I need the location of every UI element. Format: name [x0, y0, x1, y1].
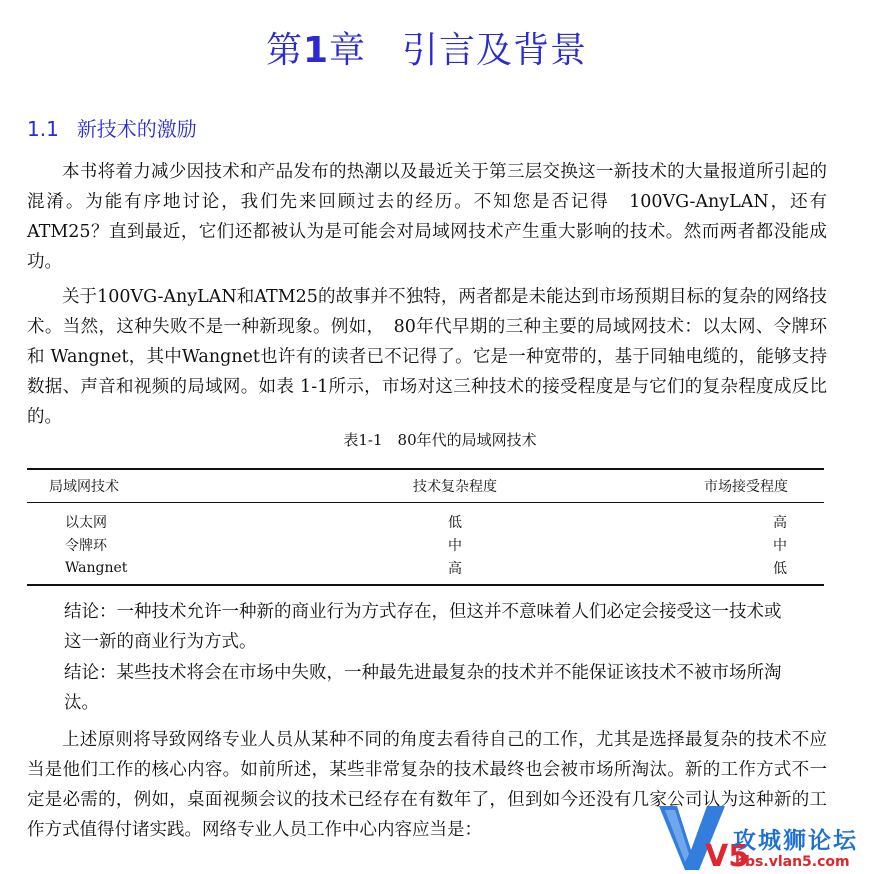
table-header-row: [27, 469, 824, 503]
section-number: 1.1: [27, 117, 59, 141]
table-header-acceptance: 市场接受程度: [565, 469, 824, 503]
v5-logo-icon: [655, 800, 750, 874]
table-caption: 表1-1 80年代的局域网技术: [343, 431, 537, 449]
table-cell-tech: 以太网: [65, 514, 107, 531]
table-header-lan-tech: 局域网技术: [27, 469, 345, 503]
table-cell-tech: Wangnet: [27, 556, 345, 585]
chapter-number-suffix: 章: [329, 30, 367, 71]
chapter-number-prefix: 第: [265, 30, 303, 71]
table-cell-acceptance: 中: [773, 537, 787, 554]
section-title: 新技术的激励: [76, 117, 197, 141]
table-cell-complexity: 中: [448, 537, 462, 554]
paragraph-intro: 本书将着力减少因技术和产品发布的热潮以及最近关于第三层交换这一新技术的大量报道所引起的混淆。为能有序地讨论，我们先来回顾过去的经历。不知您是否记得 100VG-AnyLAN，还有ATM25？直到最近，它们还都被认为是可能会对局域网技术产生重大影响的技术。然而两者都没能成功。: [27, 162, 827, 272]
paragraph-history: 关于100VG-AnyLAN和ATM25的故事并不独特，两者都是未能达到市场预期目标的复杂的网络技术。当然，这种失败不是一种新现象。例如， 80年代早期的三种主要的局域网技术：以太网、令牌环和 Wangnet，其中Wangnet也许有的读者已不记得了。它是一种宽带的，基于同轴电缆的，能够支持数据、声音和视频的局域网。如表 1-1所示，市场对这三种技术的接受程度是与它们的复杂程度成反比的。: [27, 287, 827, 427]
table-cell-acceptance: 高: [773, 514, 787, 531]
conclusion-1: 结论：一种技术允许一种新的商业行为方式存在，但这并不意味着人们必定会接受这一技术或这一新的商业行为方式。: [64, 602, 782, 652]
chapter-number: 1: [302, 30, 330, 71]
watermark-forum-name: 攻城狮论坛: [733, 828, 858, 854]
table-cell-acceptance: 低: [565, 556, 824, 585]
watermark: [655, 800, 858, 874]
chapter-title: [0, 22, 853, 73]
section-heading: [27, 113, 197, 142]
table-row: [27, 556, 824, 585]
v5-logo-text: V5: [705, 839, 750, 874]
conclusion-2: 结论：某些技术将会在市场中失败，一种最先进最复杂的技术并不能保证该技术不被市场所淘汰。: [64, 663, 782, 713]
paragraph-principle: 上述原则将导致网络专业人员从某种不同的角度去看待自己的工作，尤其是选择最复杂的技术不应当是他们工作的核心内容。如前所述，某些非常复杂的技术最终也会被市场所淘汰。新的工作方式不一定是必需的，例如，桌面视频会议的技术已经存在有数年了，但到如今还没有几家公司认为这种新的工作方式值得付诸实践。网络专业人员工作中心内容应当是：: [27, 730, 827, 840]
table-header-complexity: 技术复杂程度: [345, 469, 565, 503]
table-cell-tech: 令牌环: [65, 537, 107, 554]
chapter-name: 引言及背景: [402, 30, 588, 71]
table-cell-complexity: 低: [448, 514, 462, 531]
table-cell-complexity: 高: [345, 556, 565, 585]
watermark-url: bbs.vlan5.com: [735, 854, 850, 870]
table-row: [27, 533, 824, 556]
table-row: [27, 503, 824, 534]
lan-technology-table: [27, 468, 824, 586]
